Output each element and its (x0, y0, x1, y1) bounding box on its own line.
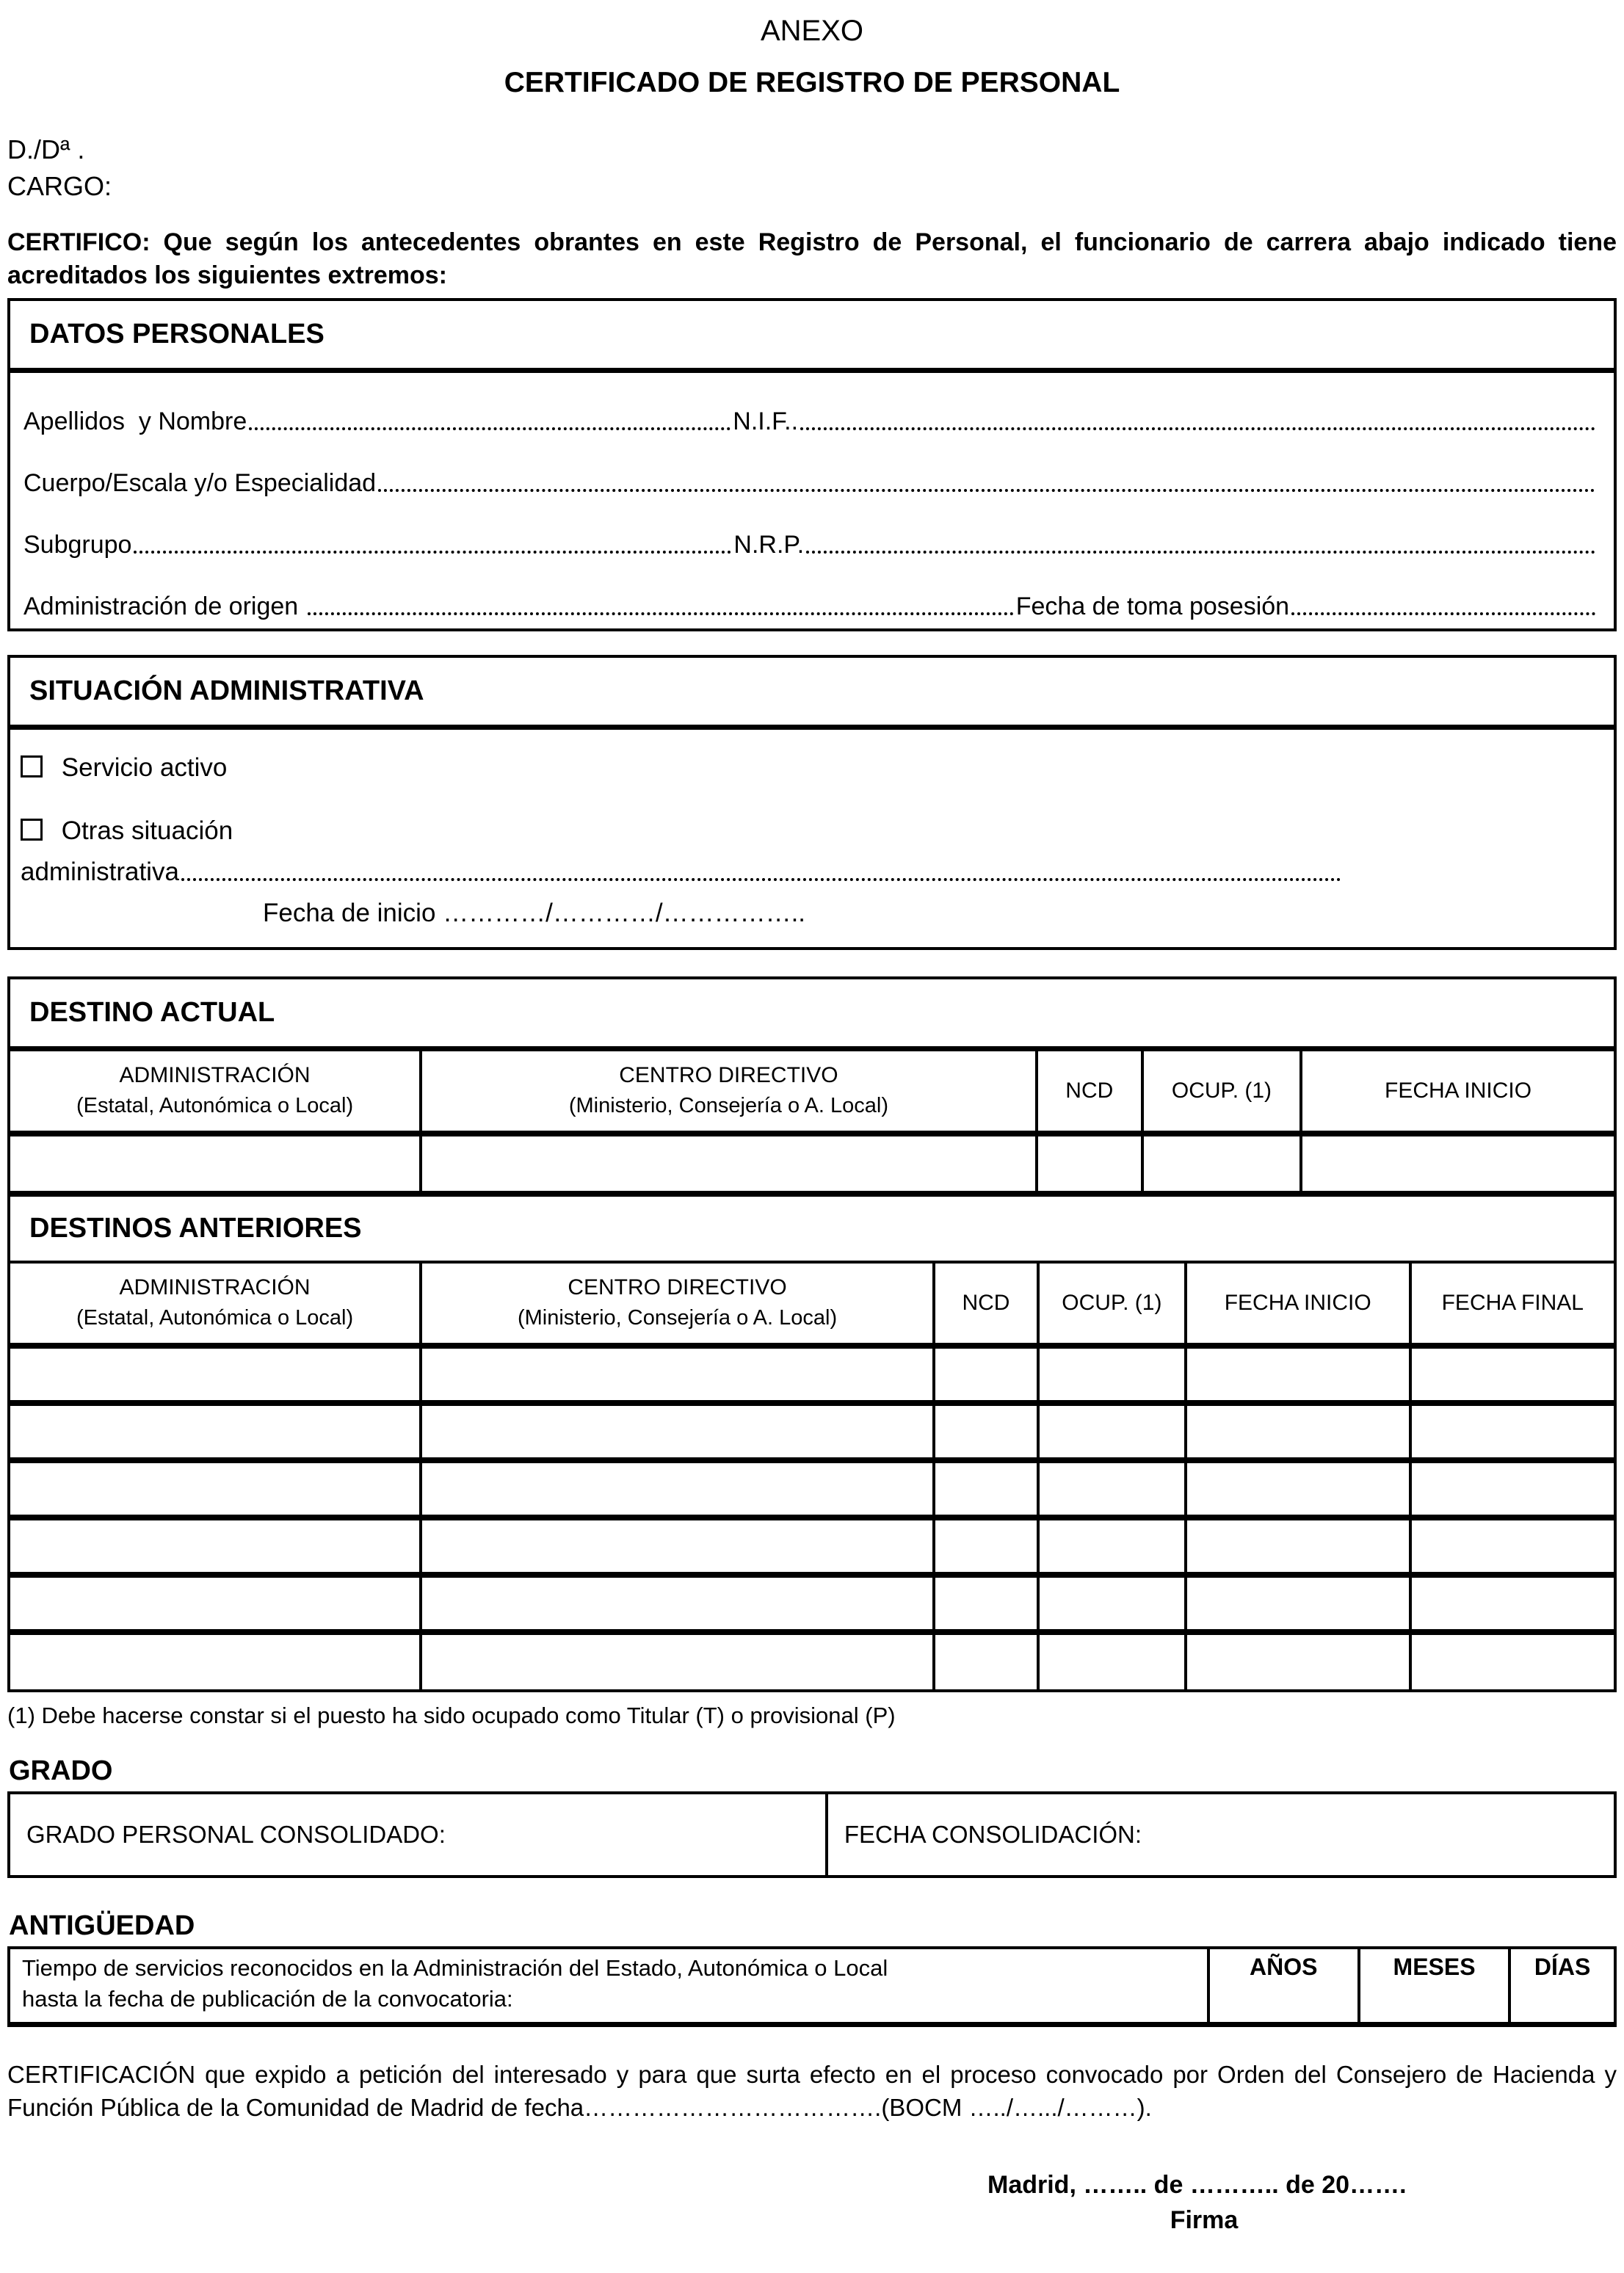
nrp-blank-line[interactable] (806, 551, 1595, 554)
tiempo-servicios-line2: hasta la fecha de publicación de la convocatoria: (22, 1985, 513, 2012)
subgrupo-blank-line[interactable] (134, 551, 731, 554)
nif-blank-line[interactable] (800, 427, 1595, 430)
dias-column: DÍAS (1534, 1953, 1591, 1980)
table-cell-empty (10, 1403, 421, 1460)
nif-label: N.I.F.. (733, 407, 799, 436)
certificacion-paragraph: CERTIFICACIÓN que expido a petición del interesado y para que surta efecto en el proceso convocado por Orden del Consejero de Hacienda y Función Pública de la Comunidad de Madrid de fecha……………………………….(BOCM …../….../………). (7, 2060, 1617, 2122)
destinos-anteriores-header: DESTINOS ANTERIORES (10, 1197, 1614, 1264)
cargo-label: CARGO: (7, 171, 112, 202)
destinos-anteriores-empty-row (10, 1403, 1614, 1460)
field-row-cuerpo (23, 436, 1598, 498)
table-cell-empty (934, 1518, 1038, 1575)
col-ncd: NCD (1037, 1051, 1142, 1134)
table-cell-empty (1038, 1632, 1186, 1689)
table-cell-empty (1410, 1575, 1614, 1632)
table-cell-empty (1410, 1346, 1614, 1403)
table-cell-empty (1186, 1460, 1410, 1518)
table-cell-empty (1038, 1346, 1186, 1403)
col-centro-directivo (421, 1051, 1037, 1134)
table-cell-empty (934, 1460, 1038, 1518)
table-cell-empty (1038, 1403, 1186, 1460)
destino-actual-table (10, 1051, 1614, 1197)
ocup-footnote: (1) Debe hacerse constar si el puesto ha sido ocupado como Titular (T) o provisional (P) (7, 1702, 896, 1728)
table-cell-empty (934, 1575, 1038, 1632)
administracion-origen-blank-line[interactable] (308, 612, 1014, 615)
destinos-anteriores-table (10, 1264, 1614, 1689)
checkbox-otras-situacion[interactable] (21, 819, 43, 841)
situacion-administrativa-body (10, 730, 1614, 947)
table-cell-empty (1186, 1403, 1410, 1460)
servicio-activo-row (21, 730, 1596, 783)
col-subtitle: (Estatal, Autonómica o Local) (76, 1306, 354, 1330)
table-cell-empty (10, 1346, 421, 1403)
antiguedad-heading: ANTIGÜEDAD (9, 1910, 195, 1941)
table-cell-empty (10, 1134, 421, 1194)
table-cell-empty (1301, 1134, 1614, 1194)
fecha-inicio-row (263, 899, 1596, 947)
col-title: ADMINISTRACIÓN (119, 1275, 311, 1300)
col-administracion (10, 1051, 421, 1134)
col-title: CENTRO DIRECTIVO (568, 1275, 787, 1300)
destinos-anteriores-empty-row (10, 1460, 1614, 1518)
table-cell-empty (421, 1575, 934, 1632)
fecha-consolidacion-cell (828, 1794, 1614, 1875)
situacion-administrativa-box (7, 655, 1617, 950)
col-ncd: NCD (934, 1264, 1038, 1346)
table-cell-empty (1410, 1460, 1614, 1518)
apellidos-blank-line[interactable] (249, 427, 731, 430)
table-cell-empty (421, 1134, 1037, 1194)
tiempo-servicios-line1: Tiempo de servicios reconocidos en la Administración del Estado, Autonómica o Local (22, 1954, 888, 1981)
fecha-toma-posesion-label: Fecha de toma posesión (1015, 592, 1290, 621)
table-cell-empty (1186, 1575, 1410, 1632)
col-title: CENTRO DIRECTIVO (619, 1063, 838, 1088)
destino-actual-empty-row (10, 1134, 1614, 1194)
col-centro-directivo (421, 1264, 934, 1346)
fecha-consolidacion-label: FECHA CONSOLIDACIÓN: (844, 1820, 1142, 1848)
subgrupo-label: Subgrupo (23, 531, 132, 559)
col-subtitle: (Estatal, Autonómica o Local) (76, 1094, 354, 1118)
table-cell-empty (1186, 1346, 1410, 1403)
table-cell-empty (10, 1518, 421, 1575)
destinos-anteriores-empty-row (10, 1575, 1614, 1632)
datos-personales-fields (10, 373, 1614, 628)
otras-situacion-row (21, 816, 1596, 846)
apellidos-label: Apellidos y Nombre (23, 407, 247, 436)
field-row-apellidos (23, 374, 1598, 436)
table-cell-empty (1410, 1403, 1614, 1460)
otras-situacion-label: Otras situación (61, 816, 233, 845)
antiguedad-box (7, 1946, 1617, 2027)
table-cell-empty (1038, 1460, 1186, 1518)
table-cell-empty (1038, 1575, 1186, 1632)
dd-line: D./Dª . (7, 134, 85, 164)
table-cell-empty (1186, 1518, 1410, 1575)
administracion-origen-label: Administración de origen (23, 592, 305, 621)
table-cell-empty (934, 1346, 1038, 1403)
situacion-administrativa-header: SITUACIÓN ADMINISTRATIVA (10, 658, 1614, 730)
table-cell-empty (10, 1632, 421, 1689)
table-cell-empty (1142, 1134, 1301, 1194)
col-fecha-inicio: FECHA INICIO (1186, 1264, 1410, 1346)
col-ocup: OCUP. (1) (1038, 1264, 1186, 1346)
page-title: CERTIFICADO DE REGISTRO DE PERSONAL (504, 67, 1120, 98)
administrativa-row (21, 858, 1596, 887)
destinos-anteriores-empty-row (10, 1518, 1614, 1575)
fecha-toma-posesion-blank-line[interactable] (1291, 612, 1595, 615)
col-fecha-inicio: FECHA INICIO (1301, 1051, 1614, 1134)
table-cell-empty (10, 1575, 421, 1632)
fecha-inicio-label: Fecha de inicio …………/…………/…………….. (263, 898, 806, 927)
destino-actual-header-row (10, 1051, 1614, 1134)
table-cell-empty (1410, 1632, 1614, 1689)
meses-column: MESES (1360, 1949, 1511, 2022)
grado-box (7, 1791, 1617, 1878)
col-administracion (10, 1264, 421, 1346)
certifico-paragraph: CERTIFICO: Que según los antecedentes obrantes en este Registro de Personal, el funcionario de carrera abajo indicado tiene acreditados los siguientes extremos: (7, 228, 1617, 289)
destino-actual-header: DESTINO ACTUAL (10, 979, 1614, 1051)
datos-personales-header: DATOS PERSONALES (10, 301, 1614, 373)
table-cell-empty (1037, 1134, 1142, 1194)
col-subtitle: (Ministerio, Consejería o A. Local) (568, 1094, 888, 1118)
col-subtitle: (Ministerio, Consejería o A. Local) (517, 1306, 838, 1330)
administrativa-blank-line[interactable] (181, 878, 1341, 881)
administrativa-label: administrativa (21, 857, 179, 886)
table-cell-empty (934, 1632, 1038, 1689)
destinos-box (7, 976, 1617, 1692)
table-cell-empty (421, 1460, 934, 1518)
firma-label: Firma (1170, 2205, 1239, 2234)
signature-block (987, 2167, 1421, 2238)
datos-personales-box (7, 298, 1617, 631)
nrp-label: N.R.P. (733, 531, 805, 559)
table-cell-empty (421, 1518, 934, 1575)
destinos-anteriores-header-row (10, 1264, 1614, 1346)
table-cell-empty (934, 1403, 1038, 1460)
grado-personal-consolidado-label: GRADO PERSONAL CONSOLIDADO: (26, 1820, 446, 1848)
table-cell-empty (1186, 1632, 1410, 1689)
table-cell-empty (421, 1632, 934, 1689)
table-cell-empty (1038, 1518, 1186, 1575)
grado-heading: GRADO (9, 1755, 113, 1786)
col-title: ADMINISTRACIÓN (119, 1063, 311, 1088)
table-cell-empty (1410, 1518, 1614, 1575)
checkbox-servicio-activo[interactable] (21, 755, 43, 777)
destinos-anteriores-empty-row (10, 1346, 1614, 1403)
field-row-subgrupo (23, 498, 1598, 559)
identification-block (7, 131, 1617, 206)
field-row-admin-origen (23, 559, 1598, 621)
grado-personal-consolidado-cell (10, 1794, 828, 1875)
table-cell-empty (421, 1346, 934, 1403)
annex-title: ANEXO (760, 15, 864, 47)
cuerpo-escala-label: Cuerpo/Escala y/o Especialidad (23, 469, 377, 498)
madrid-date-line: Madrid, …….. de ……….. de 20……. (987, 2170, 1407, 2199)
tiempo-servicios-cell (10, 1949, 1210, 2022)
col-ocup: OCUP. (1) (1142, 1051, 1301, 1134)
cuerpo-escala-blank-line[interactable] (378, 489, 1595, 492)
col-fecha-final: FECHA FINAL (1410, 1264, 1614, 1346)
destinos-anteriores-empty-row (10, 1632, 1614, 1689)
table-cell-empty (10, 1460, 421, 1518)
table-cell-empty (421, 1403, 934, 1460)
servicio-activo-label: Servicio activo (61, 753, 228, 782)
anos-column: AÑOS (1210, 1949, 1360, 2022)
